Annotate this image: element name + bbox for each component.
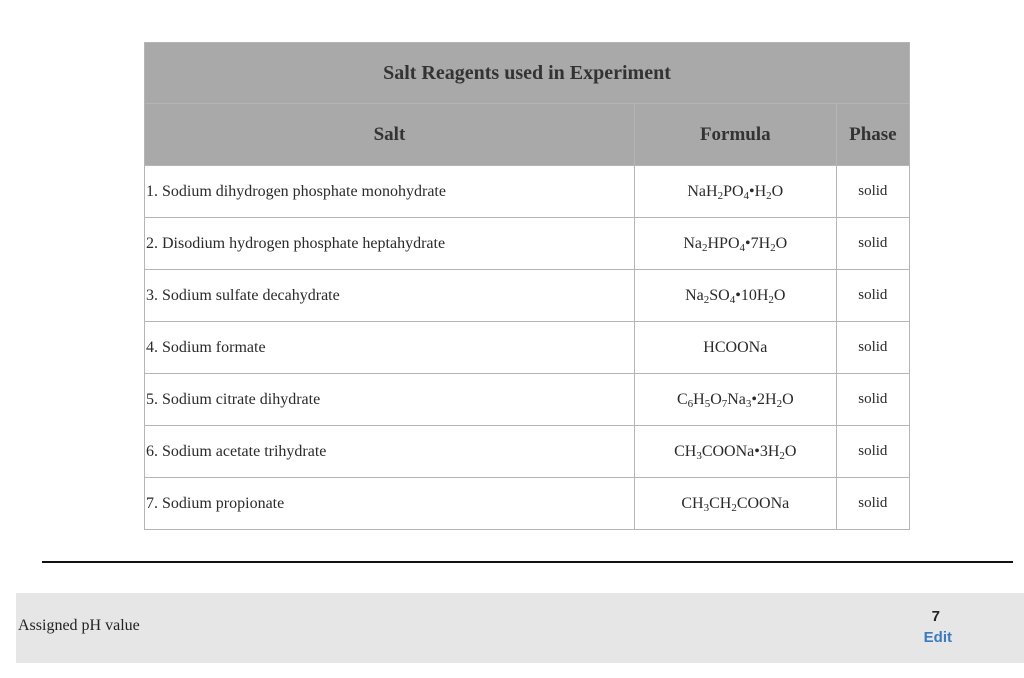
formula-text: •7H	[745, 234, 771, 252]
formula-subscript: 4	[729, 293, 736, 306]
formula-text: HPO	[707, 234, 740, 252]
edit-link[interactable]: Edit	[923, 629, 952, 646]
formula-text: Na	[727, 390, 746, 408]
formula-text: HCOONa	[703, 338, 768, 356]
phase-cell: solid	[836, 478, 909, 530]
column-header-phase: Phase	[836, 104, 909, 166]
formula-text: COONa•3H	[701, 442, 780, 460]
formula-text: O	[784, 442, 797, 460]
formula-subscript: 2	[768, 293, 774, 306]
answer-value: 7	[931, 608, 940, 625]
salt-name-cell: 4. Sodium formate	[145, 322, 635, 374]
phase-cell: solid	[836, 166, 909, 218]
table-body	[145, 166, 910, 530]
table-title-row	[145, 43, 910, 104]
formula-subscript: 2	[779, 449, 785, 462]
salt-reagents-table	[144, 42, 910, 530]
formula-subscript: 3	[703, 501, 710, 514]
table-row	[145, 374, 910, 426]
formula-text: PO	[723, 182, 744, 200]
salt-name-cell: 3. Sodium sulfate decahydrate	[145, 270, 635, 322]
salt-name-cell: 1. Sodium dihydrogen phosphate monohydrate	[145, 166, 635, 218]
formula-text: •2H	[751, 390, 777, 408]
formula-subscript: 6	[687, 397, 694, 410]
formula-subscript: 4	[739, 241, 746, 254]
table-row	[145, 270, 910, 322]
phase-cell: solid	[836, 374, 909, 426]
formula-text: O	[775, 234, 788, 252]
formula-subscript: 5	[704, 397, 711, 410]
phase-cell: solid	[836, 218, 909, 270]
answer-label: Assigned pH value	[18, 617, 140, 634]
formula-cell	[634, 270, 836, 322]
formula-text: O	[771, 182, 784, 200]
table-header-row	[145, 104, 910, 166]
phase-cell: solid	[836, 426, 909, 478]
formula-cell	[634, 322, 836, 374]
formula-text: COONa	[736, 494, 790, 512]
answer-panel	[16, 593, 1024, 663]
formula-text: CH	[674, 442, 697, 460]
formula-text: Na	[683, 234, 702, 252]
table-row	[145, 166, 910, 218]
formula-text: O	[773, 286, 786, 304]
table-row	[145, 478, 910, 530]
formula-cell	[634, 166, 836, 218]
formula-cell	[634, 426, 836, 478]
formula-subscript: 2	[776, 397, 783, 410]
formula-text: •H	[749, 182, 767, 200]
formula-subscript: 2	[766, 189, 772, 202]
formula-subscript: 4	[743, 189, 750, 202]
formula-text: •10H	[735, 286, 769, 304]
formula-text: C	[676, 390, 688, 408]
salt-name-cell: 2. Disodium hydrogen phosphate heptahydrate	[145, 218, 635, 270]
formula-subscript: 2	[702, 241, 708, 254]
table-row	[145, 426, 910, 478]
salt-name-cell: 7. Sodium propionate	[145, 478, 635, 530]
formula-text: H	[693, 390, 705, 408]
table-title: Salt Reagents used in Experiment	[145, 43, 910, 104]
phase-cell: solid	[836, 322, 909, 374]
formula-subscript: 3	[745, 397, 752, 410]
formula-cell	[634, 478, 836, 530]
formula-text: Na	[685, 286, 704, 304]
formula-text: CH	[681, 494, 704, 512]
formula-text: O	[782, 390, 794, 408]
formula-text: SO	[709, 286, 730, 304]
formula-cell	[634, 374, 836, 426]
formula-subscript: 3	[696, 449, 702, 462]
phase-cell: solid	[836, 270, 909, 322]
formula-subscript: 2	[717, 189, 724, 202]
formula-subscript: 2	[731, 501, 737, 514]
column-header-formula: Formula	[634, 104, 836, 166]
formula-text: O	[710, 390, 722, 408]
formula-subscript: 2	[703, 293, 710, 306]
formula-subscript: 7	[721, 397, 728, 410]
table-row	[145, 218, 910, 270]
formula-cell	[634, 218, 836, 270]
formula-text: CH	[709, 494, 732, 512]
salt-name-cell: 5. Sodium citrate dihydrate	[145, 374, 635, 426]
salt-name-cell: 6. Sodium acetate trihydrate	[145, 426, 635, 478]
formula-subscript: 2	[770, 241, 776, 254]
section-divider	[42, 561, 1013, 563]
formula-text: NaH	[687, 182, 718, 200]
column-header-salt: Salt	[145, 104, 635, 166]
table-row	[145, 322, 910, 374]
